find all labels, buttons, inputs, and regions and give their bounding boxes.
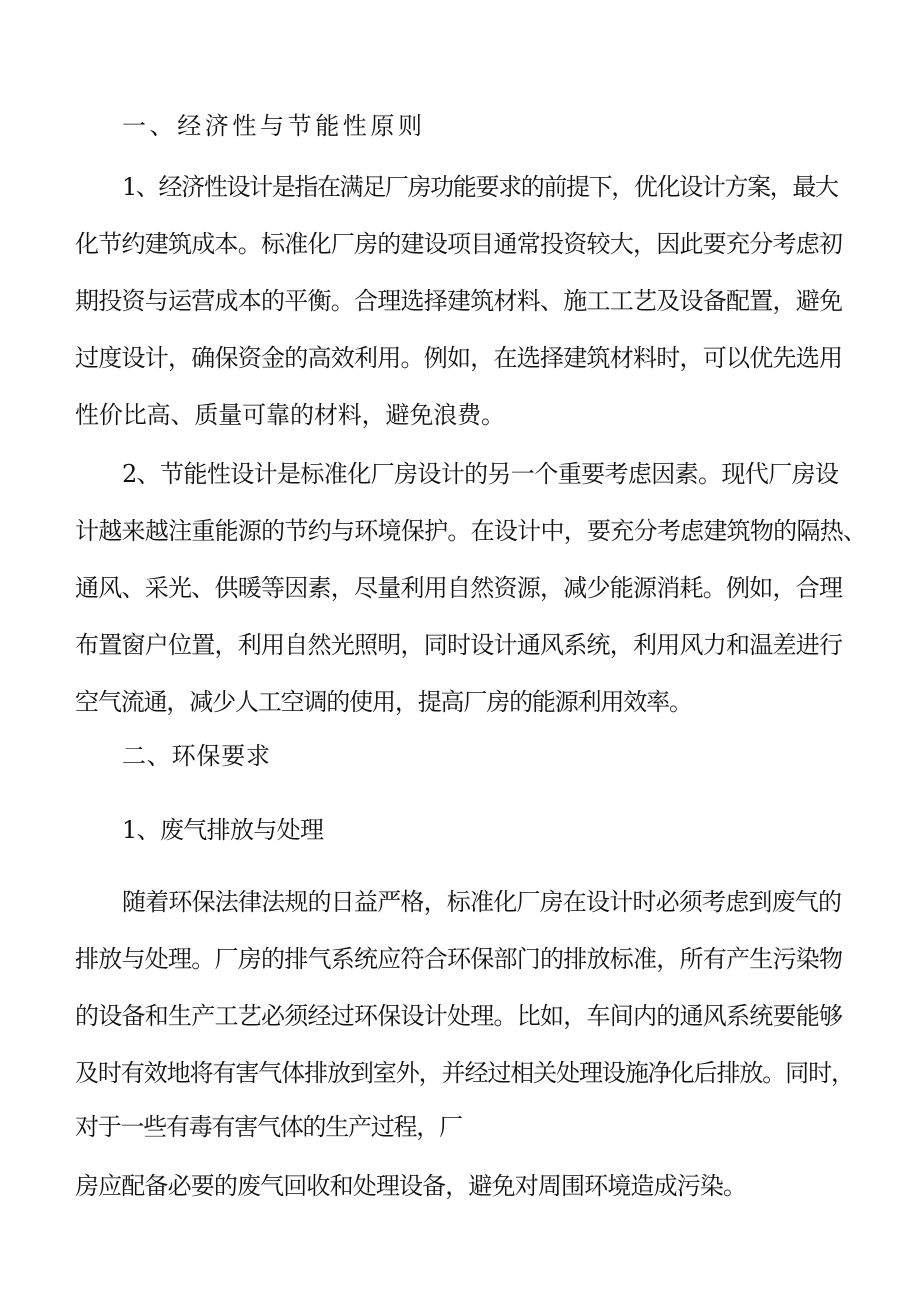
section-2-paragraph-1-line-4: 及时有效地将有害气体排放到室外，并经过相关处理设施净化后排放。同时， <box>75 1059 854 1087</box>
section-1-paragraph-2-line-3: 通风、采光、供暖等因素，尽量利用自然资源，减少能源消耗。例如，合理 <box>75 574 843 602</box>
section-2-paragraph-2-line-1: 房应配备必要的废气回收和处理设备，避免对周围环境造成污染。 <box>75 1172 747 1200</box>
section-2-paragraph-1-line-1: 随着环保法律法规的日益严格，标准化厂房在设计时必须考虑到废气的 <box>122 888 842 916</box>
section-2-paragraph-1-line-5: 对于一些有毒有害气体的生产过程，厂 <box>75 1113 462 1141</box>
section-1-paragraph-1-line-4: 过度设计，确保资金的高效利用。例如，在选择建筑材料时，可以优先选用 <box>75 344 843 372</box>
section-2-paragraph-1-line-3: 的设备和生产工艺必须经过环保设计处理。比如，车间内的通风系统要能够 <box>75 1002 843 1030</box>
section-1-heading: 一、经济性与节能性原则 <box>122 112 426 140</box>
section-1-paragraph-1-line-1: 1、经济性设计是指在满足厂房功能要求的前提下，优化设计方案，最大 <box>122 173 838 201</box>
section-2-heading: 二、环保要求 <box>122 742 271 770</box>
section-1-paragraph-1-line-2: 化节约建筑成本。标准化厂房的建设项目通常投资较大，因此要充分考虑初 <box>75 230 843 258</box>
section-2-subheading: 1、废气排放与处理 <box>122 816 324 844</box>
section-1-paragraph-1-line-3: 期投资与运营成本的平衡。合理选择建筑材料、施工工艺及设备配置，避免 <box>75 287 843 315</box>
section-2-paragraph-1-line-2: 排放与处理。厂房的排气系统应符合环保部门的排放标准，所有产生污染物 <box>75 945 843 973</box>
section-1-paragraph-2-line-5: 空气流通，减少人工空调的使用，提高厂房的能源利用效率。 <box>75 688 692 716</box>
section-1-paragraph-1-line-5: 性价比高、质量可靠的材料，避免浪费。 <box>75 401 505 429</box>
section-1-paragraph-2-line-2: 计越来越注重能源的节约与环境保护。在设计中，要充分考虑建筑物的隔热、 <box>75 517 867 545</box>
section-1-paragraph-2-line-4: 布置窗户位置，利用自然光照明，同时设计通风系统，利用风力和温差进行 <box>75 631 843 659</box>
section-1-paragraph-2-line-1: 2、节能性设计是标准化厂房设计的另一个重要考虑因素。现代厂房设 <box>122 460 839 488</box>
